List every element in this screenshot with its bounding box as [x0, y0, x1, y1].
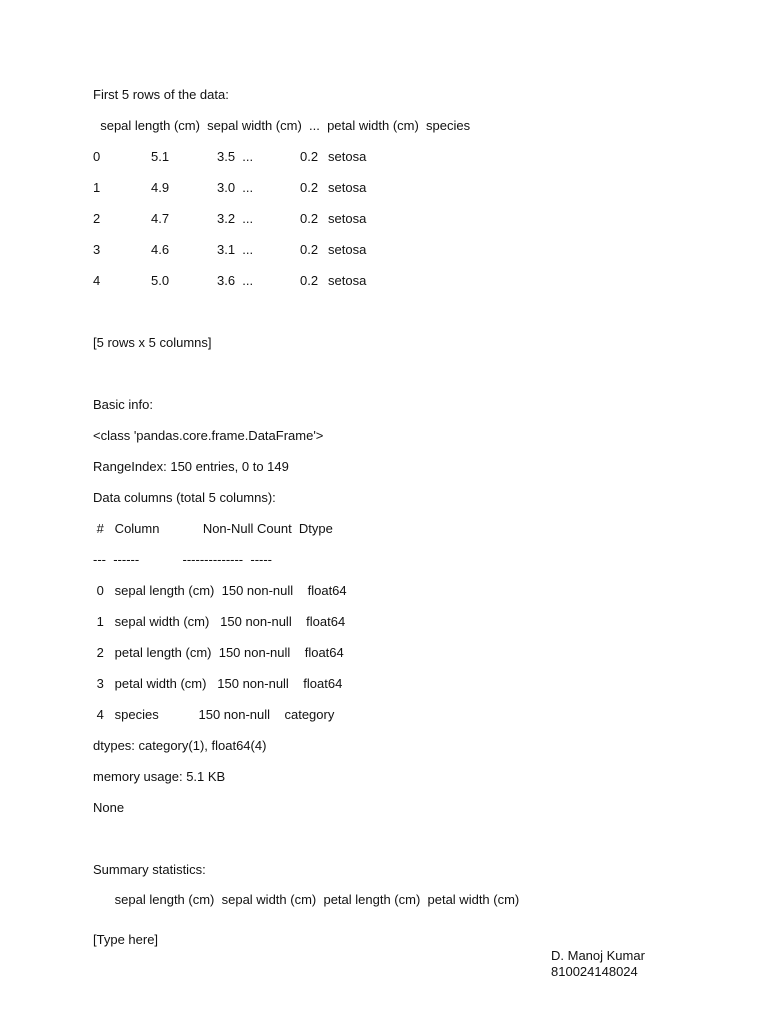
sepal-length-cell: 4.6 [151, 242, 170, 257]
columns-separator: --- ------ -------------- ----- [93, 552, 273, 567]
sepal-length-cell: 5.0 [151, 273, 170, 288]
class-line: <class 'pandas.core.frame.DataFrame'> [93, 428, 324, 443]
sepal-length-cell: 5.1 [151, 149, 170, 164]
summary-header: sepal length (cm) sepal width (cm) petal length (cm) petal width (cm) [93, 892, 520, 907]
shape-note: [5 rows x 5 columns] [93, 335, 212, 350]
none-line: None [93, 800, 125, 815]
species-cell: setosa [328, 242, 367, 257]
section-heading-basic-info: Basic info: [93, 397, 153, 412]
columns-header: # Column Non-Null Count Dtype [93, 521, 333, 536]
petal-width-cell: 0.2 [300, 242, 319, 257]
section-heading-first-rows: First 5 rows of the data: [93, 87, 229, 102]
section-heading-summary: Summary statistics: [93, 862, 206, 877]
row-index: 2 [93, 211, 101, 226]
species-cell: setosa [328, 149, 367, 164]
petal-width-cell: 0.2 [300, 211, 319, 226]
row-index: 3 [93, 242, 101, 257]
species-cell: setosa [328, 180, 367, 195]
sepal-length-cell: 4.7 [151, 211, 170, 226]
sepal-width-cell: 3.2 ... [217, 211, 254, 226]
row-index: 1 [93, 180, 101, 195]
dtypes-line: dtypes: category(1), float64(4) [93, 738, 267, 753]
data-columns-line: Data columns (total 5 columns): [93, 490, 276, 505]
sepal-width-cell: 3.5 ... [217, 149, 254, 164]
petal-width-cell: 0.2 [300, 180, 319, 195]
petal-width-cell: 0.2 [300, 149, 319, 164]
row-index: 0 [93, 149, 101, 164]
sepal-width-cell: 3.0 ... [217, 180, 254, 195]
type-here-placeholder[interactable]: [Type here] [93, 932, 159, 947]
range-index-line: RangeIndex: 150 entries, 0 to 149 [93, 459, 289, 474]
row-index: 4 [93, 273, 101, 288]
author-name: D. Manoj Kumar [551, 948, 645, 963]
column-info-row: 2 petal length (cm) 150 non-null float64 [93, 645, 344, 660]
petal-width-cell: 0.2 [300, 273, 319, 288]
sepal-width-cell: 3.1 ... [217, 242, 254, 257]
species-cell: setosa [328, 211, 367, 226]
column-info-row: 3 petal width (cm) 150 non-null float64 [93, 676, 343, 691]
column-info-row: 1 sepal width (cm) 150 non-null float64 [93, 614, 346, 629]
column-info-row: 4 species 150 non-null category [93, 707, 335, 722]
column-info-row: 0 sepal length (cm) 150 non-null float64 [93, 583, 347, 598]
memory-usage-line: memory usage: 5.1 KB [93, 769, 226, 784]
sepal-length-cell: 4.9 [151, 180, 170, 195]
species-cell: setosa [328, 273, 367, 288]
head-table-header: sepal length (cm) sepal width (cm) ... petal width (cm) species [93, 118, 471, 133]
sepal-width-cell: 3.6 ... [217, 273, 254, 288]
author-id: 810024148024 [551, 964, 638, 979]
